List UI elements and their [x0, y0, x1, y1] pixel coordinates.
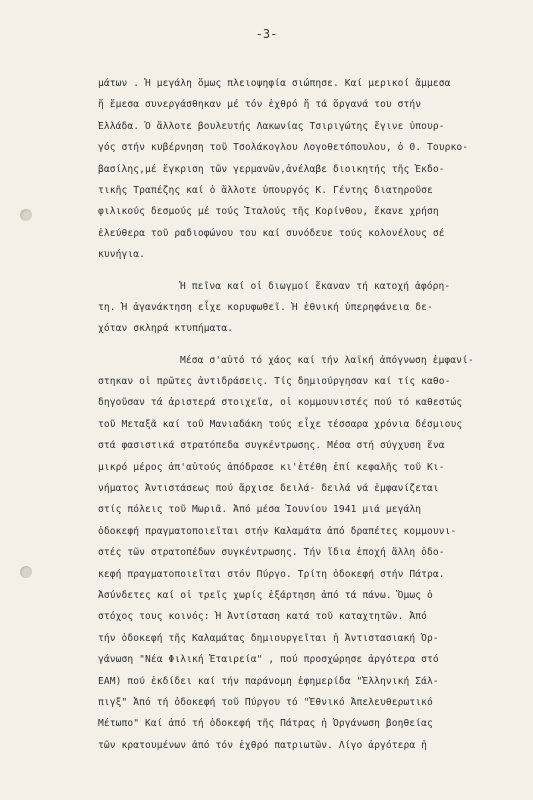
- text-line: τοῦ Μεταξᾶ καί τοῦ Μανιαδάκη τούς εἶχε τέσσαρα χρόνια δέσμιους: [98, 418, 463, 430]
- text-line: τικῆς Τραπέζης καί ὁ ἄλλοτε ὑπουργός Κ. Γέντης διατηροῦσε: [98, 184, 433, 196]
- punch-hole: [20, 566, 32, 578]
- text-line: νήματος Ἀντιστάσεως πού ἄρχισε δειλά- δειλά νά ἐμφανίζεται: [98, 483, 439, 495]
- text-line: δηγοῦσαν τά ἀριστερά στοιχεῖα, οἱ κομμουνιστές πού τό καθεστώς: [98, 397, 463, 409]
- punch-hole: [20, 209, 32, 221]
- text-line: Ἀσύνδετες καί οἱ τρεῖς χωρίς ἐξάρτηση ἀπό τά πάνω. Ὅμως ὁ: [98, 589, 433, 601]
- text-line: στές τῶν στρατοπέδων συγκέντρωσης. Τήν ἴδια ἐποχή ἄλλη ὁδο-: [98, 547, 445, 559]
- text-line: ΕΑΜ) πού ἐκδίδει καί τήν παράνομη ἐφημερίδα "Ἑλληνική Σάλ-: [98, 675, 439, 687]
- paragraph-gap: [98, 340, 528, 350]
- text-line: στίς πόλεις τοῦ Μωριᾶ. Ἀπό μέσα Ἰουνίου 1941 μιά μεγάλη: [98, 504, 422, 516]
- text-line: ἐλεύθερα τοῦ ραδιοφώνου του καί συνόδευε τούς κολονέλους σέ: [98, 227, 445, 239]
- text-line: Ἡ πεῖνα καί οἱ διωγμοί ἔκαναν τή κατοχή ἀφόρη-: [180, 280, 451, 292]
- text-line: φιλικούς δεσμούς μέ τούς Ἰταλούς τῆς Κορίνθου, ἔκανε χρήση: [98, 206, 439, 218]
- text-line: ὁδοκεφή πραγματοποιεῖται στήν Καλαμάτα ἀπό δραπέτες κομμουνι-: [98, 525, 457, 537]
- page-number: -3-: [255, 27, 278, 41]
- text-line: τήν ὁδοκεφή τῆς Καλαμάτας δημιουργεῖται ἡ Ἀντιστασιακή Ὀρ-: [98, 632, 439, 644]
- text-line: γός στήν κυβέρνηση τοῦ Τσολάκογλου Λογοθετόπουλου, ὁ Θ. Τουρκο-: [98, 142, 469, 154]
- text-line: κυνήγια.: [98, 249, 146, 261]
- text-line: τη. Ἡ ἀγανάκτηση εἶχε κορυφωθεῖ. Ἡ ἐθνική ὑπερηφάνεια δε-: [98, 301, 433, 313]
- text-line: στά φασιστικά στρατόπεδα συγκέντρωσης. Μέσα στή σύγχυση ἕνα: [98, 440, 445, 452]
- text-line: πιγξ" Ἀπό τή ὁδοκεφή τοῦ Πύργου τό "Ἐθνικό Ἀπελευθερωτικό: [98, 696, 433, 708]
- text-line: μάτων . Ἡ μεγάλη ὅμως πλειοψηφία σιώπησε. Καί μερικοί ἄμμεσα: [98, 78, 451, 89]
- text-line: στηκαν οἱ πρῶτες ἀντιδράσεις. Τίς δημιούργησαν καί τίς καθο-: [98, 376, 451, 388]
- text-line: τῶν κρατουμένων ἀπό τόν ἐχθρό πατριωτῶν. Λίγο ἀργότερα ἡ: [98, 739, 428, 751]
- text-line: ἤ ἔμεσα συνεργάσθηκαν μέ τόν ἐχθρό ἤ τά ὄργανά του στήν: [98, 99, 422, 111]
- text-line: βασίλης,μέ ἔγκριση τῶν γερμανῶν,ἀνέλαβε διοικητής τῆς Ἐκδο-: [98, 163, 445, 175]
- text-line: μικρό μέρος ἀπ'αὐτούς ἀπόδρασε κι'ἐτέθη ἐπί κεφαλῆς τοῦ Κι-: [98, 461, 445, 473]
- text-line: στόχος τους κοινός: Ἡ Ἀντίσταση κατά τοῦ καταχτητῶν. Ἀπό: [98, 611, 428, 623]
- paragraph-gap: [98, 266, 528, 276]
- text-line: Ἑλλάδα. Ὁ ἄλλοτε βουλευτής Λακωνίας Τσιριγώτης ἔγινε ὑπουρ-: [98, 120, 445, 132]
- body-text: [98, 73, 528, 756]
- text-line: Μέτωπο" Καί ἀπό τή ὁδοκεφή τῆς Πάτρας ἡ Ὀργάνωση βοηθείας: [98, 718, 433, 730]
- text-line: χόταν σκληρά κτυπήματα.: [98, 323, 234, 335]
- text-line: Μέσα σ'αὐτό τό χάος καί τήν λαϊκή ἀπόγνωση ἐμφανί-: [180, 354, 474, 366]
- text-line: γάνωση "Νέα Φιλική Ἑταιρεία" , πού προσχώρησε ἀργότερα στό: [98, 654, 439, 666]
- text-line: κεφή πραγματοποιεῖται στόν Πύργο. Τρίτη ὁδοκεφή στήν Πάτρα.: [98, 568, 445, 580]
